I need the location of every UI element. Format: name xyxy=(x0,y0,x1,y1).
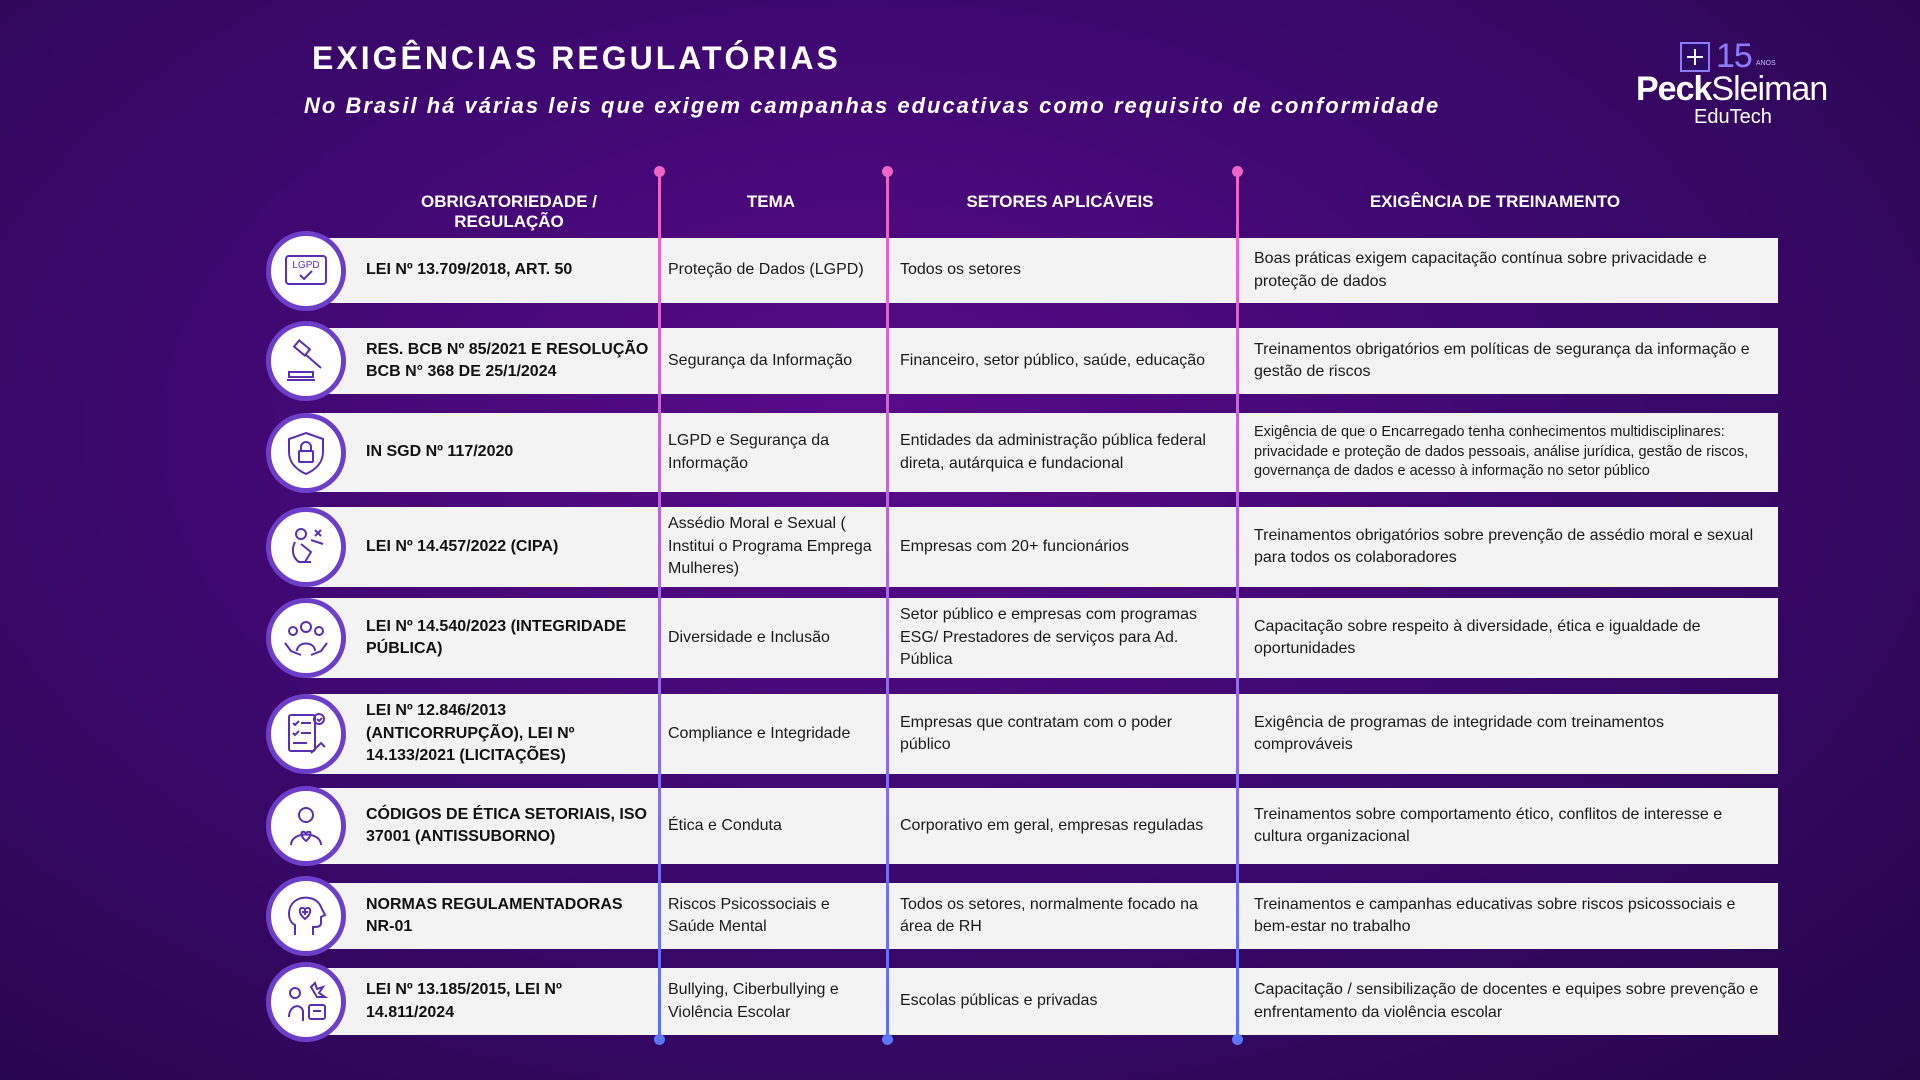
column-divider xyxy=(886,172,889,1040)
header-training: EXIGÊNCIA DE TREINAMENTO xyxy=(1369,192,1621,211)
table-row xyxy=(304,413,1778,492)
training-cell: Treinamentos obrigatórios sobre prevenção de assédio moral e sexual para todos os colaboradores xyxy=(1254,526,1754,566)
shield-lock-icon xyxy=(266,413,346,493)
sectors-cell: Todos os setores xyxy=(900,261,1021,279)
header-theme: TEMA xyxy=(746,192,796,211)
people-hands-icon xyxy=(266,598,346,678)
logo-number: 15 xyxy=(1716,37,1752,75)
table-row xyxy=(304,883,1778,949)
training-cell: Capacitação / sensibilização de docentes e equipes sobre prevenção e enfrentamento da violência escolar xyxy=(1254,981,1759,1021)
header-regulation: OBRIGATORIEDADE / REGULAÇÃO xyxy=(421,192,597,231)
page-title: EXIGÊNCIAS REGULATÓRIAS xyxy=(312,40,841,76)
table-row xyxy=(304,328,1778,394)
sectors-cell: Setor público e empresas com programas ESG/ Prestadores de serviços para Ad. Pública xyxy=(900,606,1198,669)
logo-brand-bold: Peck xyxy=(1636,70,1712,108)
divider-dot xyxy=(882,166,893,177)
harassment-icon xyxy=(266,507,346,587)
regulation-cell: NORMAS REGULAMENTADORAS NR-01 xyxy=(366,895,623,935)
sectors-cell: Entidades da administração pública federal direta, autárquica e fundacional xyxy=(900,432,1206,472)
column-divider xyxy=(1236,172,1239,1040)
column-divider xyxy=(658,172,661,1040)
table-row xyxy=(304,694,1778,774)
training-cell: Capacitação sobre respeito à diversidade, ética e igualdade de oportunidades xyxy=(1254,617,1701,657)
divider-dot xyxy=(1232,166,1243,177)
theme-cell: LGPD e Segurança da Informação xyxy=(668,432,829,472)
theme-cell: Segurança da Informação xyxy=(668,351,853,369)
sectors-cell: Empresas com 20+ funcionários xyxy=(900,537,1129,555)
lgpd-icon xyxy=(266,231,346,311)
table-row xyxy=(304,238,1778,303)
sectors-cell: Todos os setores, normalmente focado na área de RH xyxy=(900,895,1198,935)
regulation-cell: LEI Nº 13.709/2018, ART. 50 xyxy=(366,261,573,279)
theme-cell: Proteção de Dados (LGPD) xyxy=(668,261,864,279)
training-cell: Treinamentos obrigatórios em políticas de segurança da informação e gestão de riscos xyxy=(1254,340,1750,380)
theme-cell: Ética e Conduta xyxy=(668,816,782,834)
table-row xyxy=(304,968,1778,1035)
sectors-cell: Financeiro, setor público, saúde, educação xyxy=(900,351,1206,369)
logo-brand-regular: Sleiman xyxy=(1711,70,1828,108)
sectors-cell: Empresas que contratam com o poder público xyxy=(900,713,1173,753)
theme-cell: Compliance e Integridade xyxy=(668,724,851,742)
theme-cell: Riscos Psicossociais e Saúde Mental xyxy=(668,895,830,935)
regulation-cell: LEI Nº 13.185/2015, LEI Nº 14.811/2024 xyxy=(366,981,562,1021)
logo-sub: EduTech xyxy=(1694,106,1772,128)
theme-cell: Assédio Moral e Sexual ( Institui o Programa Emprega Mulheres) xyxy=(668,515,872,578)
divider-dot xyxy=(654,1034,665,1045)
training-cell: Treinamentos e campanhas educativas sobre riscos psicossociais e bem-estar no trabalho xyxy=(1254,895,1736,935)
regulation-cell: IN SGD Nº 117/2020 xyxy=(366,443,514,461)
sectors-cell: Corporativo em geral, empresas reguladas xyxy=(900,816,1204,834)
bullying-icon xyxy=(266,962,346,1042)
divider-dot xyxy=(1232,1034,1243,1045)
training-cell: Treinamentos sobre comportamento ético, conflitos de interesse e cultura organizacional xyxy=(1254,805,1723,845)
table-row xyxy=(304,598,1778,678)
peck-sleiman-logo xyxy=(1630,32,1860,134)
sectors-cell: Escolas públicas e privadas xyxy=(900,992,1098,1010)
table-row xyxy=(304,788,1778,864)
mental-health-icon xyxy=(266,876,346,956)
checklist-icon xyxy=(266,694,346,774)
person-heart-icon xyxy=(266,786,346,866)
regulation-cell: CÓDIGOS DE ÉTICA SETORIAIS, ISO 37001 (ANTISSUBORNO) xyxy=(366,805,647,845)
training-cell: Boas práticas exigem capacitação contínua sobre privacidade e proteção de dados xyxy=(1254,250,1707,290)
plus-icon xyxy=(1680,42,1710,72)
logo-brand xyxy=(1636,70,1827,109)
theme-cell: Diversidade e Inclusão xyxy=(668,628,830,646)
table-row xyxy=(304,507,1778,587)
svg-text:LGPD: LGPD xyxy=(292,259,320,271)
logo-anos: ANOS xyxy=(1755,60,1776,67)
gavel-icon xyxy=(266,321,346,401)
training-cell: Exigência de que o Encarregado tenha conhecimentos multidisciplinares: privacidade e proteção de dados pessoais, análise jurídica, gestão de riscos, governança de dados e acesso à informação no setor público xyxy=(1254,424,1749,480)
regulation-cell: RES. BCB Nº 85/2021 E RESOLUÇÃO BCB N° 368 DE 25/1/2024 xyxy=(366,340,649,380)
regulation-cell: LEI Nº 14.540/2023 (INTEGRIDADE PÚBLICA) xyxy=(366,617,627,657)
training-cell: Exigência de programas de integridade com treinamentos comprováveis xyxy=(1254,713,1665,753)
divider-dot xyxy=(654,166,665,177)
page-subtitle: No Brasil há várias leis que exigem campanhas educativas como requisito de conformidade xyxy=(304,93,1441,118)
regulation-cell: LEI Nº 14.457/2022 (CIPA) xyxy=(366,537,559,555)
regulation-cell: LEI Nº 12.846/2013 (ANTICORRUPÇÃO), LEI Nº 14.133/2021 (LICITAÇÕES) xyxy=(366,702,575,765)
header-sectors: SETORES APLICÁVEIS xyxy=(966,192,1154,211)
theme-cell: Bullying, Ciberbullying e Violência Escolar xyxy=(668,981,839,1021)
divider-dot xyxy=(882,1034,893,1045)
